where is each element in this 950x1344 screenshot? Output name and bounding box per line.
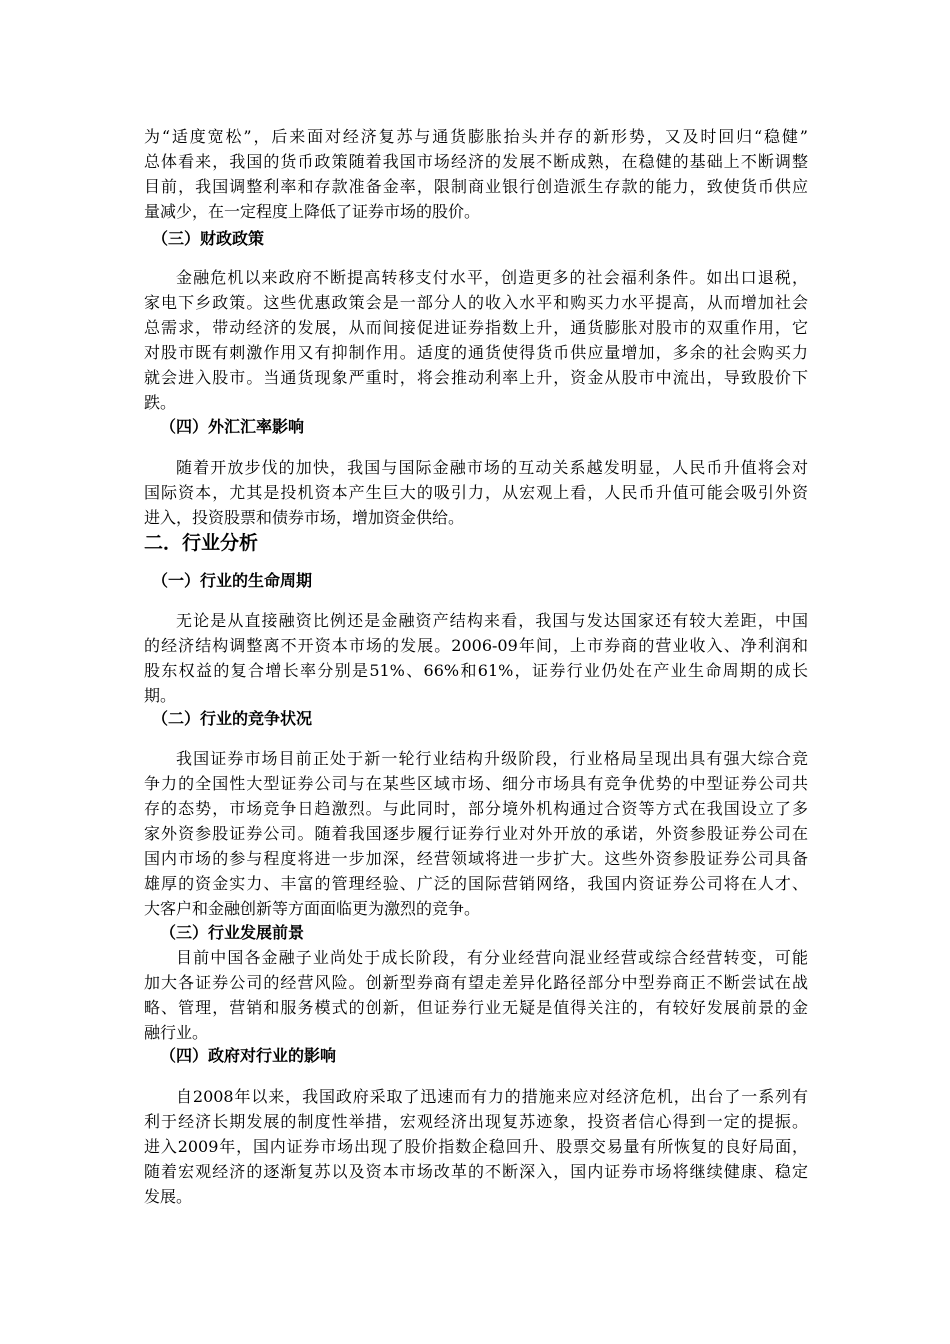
industry-analysis-heading: 二．行业分析	[144, 532, 259, 554]
competition-paragraph	[144, 746, 808, 921]
paragraph-line: 自2008年以来，我国政府采取了迅速而有力的措施来应对经济危机，出台了一系列有	[176, 1087, 808, 1106]
lifecycle-heading: （一）行业的生命周期	[152, 571, 313, 590]
paragraph-line: 家电下乡政策。这些优惠政策会是一部分人的收入水平和购买力水平提高，从而增加社会	[144, 293, 808, 312]
fx-rate-heading: （四）外汇汇率影响	[160, 417, 305, 436]
fiscal-policy-paragraph	[144, 265, 808, 415]
paragraph-line: 无论是从直接融资比例还是金融资产结构来看，我国与发达国家还有较大差距，中国	[176, 611, 808, 630]
lifecycle-paragraph	[144, 608, 808, 708]
prospects-heading: （三）行业发展前景	[160, 923, 305, 942]
paragraph-line: 随着开放步伐的加快，我国与国际金融市场的互动关系越发明显，人民币升值将会对	[176, 458, 808, 477]
government-paragraph	[144, 1084, 808, 1209]
paragraph-line: 跌。	[144, 393, 177, 412]
paragraph-line: 进入2009年，国内证券市场出现了股价指数企稳回升、股票交易量有所恢复的良好局面，	[144, 1137, 808, 1156]
government-heading: （四）政府对行业的影响	[160, 1046, 337, 1065]
paragraph-line: 加大各证券公司的经营风险。创新型券商有望走差异化路径部分中型券商正不断尝试在战	[144, 973, 808, 992]
fiscal-policy-heading: （三）财政政策	[152, 229, 265, 248]
paragraph-line: 利于经济长期发展的制度性举措，宏观经济出现复苏迹象，投资者信心得到一定的提振。	[144, 1112, 808, 1131]
paragraph-line: 家外资参股证券公司。随着我国逐步履行证券行业对外开放的承诺，外资参股证券公司在	[144, 824, 808, 843]
paragraph-line: 的经济结构调整离不开资本市场的发展。2006-09年间，上市券商的营业收入、净利润和	[144, 636, 808, 655]
paragraph-line: 争力的全国性大型证券公司与在某些区域市场、细分市场具有竞争优势的中型证券公司共	[144, 774, 808, 793]
paragraph-line: 总需求，带动经济的发展，从而间接促进证券指数上升，通货膨胀对股市的双重作用，它	[144, 318, 808, 337]
paragraph-line: 随着宏观经济的逐渐复苏以及资本市场改革的不断深入，国内证券市场将继续健康、稳定	[144, 1162, 808, 1181]
paragraph-line: 量减少，在一定程度上降低了证券市场的股价。	[144, 202, 481, 221]
paragraph-line: 国际资本，尤其是投机资本产生巨大的吸引力，从宏观上看，人民币升值可能会吸引外资	[144, 483, 808, 502]
competition-heading: （二）行业的竞争状况	[152, 709, 313, 728]
paragraph-line: 期。	[144, 686, 177, 705]
paragraph-line: 目前中国各金融子业尚处于成长阶段，有分业经营向混业经营或综合经营转变，可能	[176, 948, 808, 967]
paragraph-line: 进入，投资股票和债券市场，增加资金供给。	[144, 508, 465, 527]
paragraph-line: 金融危机以来政府不断提高转移支付水平，创造更多的社会福利条件。如出口退税，	[176, 268, 808, 287]
paragraph-line: 对股市既有刺激作用又有抑制作用。适度的通货使得货币供应量增加，多余的社会购买力	[144, 343, 808, 362]
paragraph-line: 就会进入股市。当通货现象严重时，将会推动利率上升，资金从股市中流出，导致股价下	[144, 368, 808, 387]
paragraph-line: 略、管理，营销和服务模式的创新，但证券行业无疑是值得关注的，有较好发展前景的金	[144, 998, 808, 1017]
fx-rate-paragraph	[144, 455, 808, 530]
paragraph-line: 股东权益的复合增长率分别是51%、66%和61%，证券行业仍处在产业生命周期的成长	[144, 661, 808, 680]
paragraph-line: 大客户和金融创新等方面面临更为激烈的竞争。	[144, 899, 481, 918]
paragraph-line: 发展。	[144, 1187, 193, 1206]
paragraph-line: 目前，我国调整利率和存款准备金率，限制商业银行创造派生存款的能力，致使货币供应	[144, 177, 808, 196]
paragraph-line: 融行业。	[144, 1023, 209, 1042]
paragraph-line: 雄厚的资金实力、丰富的管理经验、广泛的国际营销网络，我国内资证券公司将在人才、	[144, 874, 808, 893]
paragraph-line: 国内市场的参与程度将进一步加深，经营领域将进一步扩大。这些外资参股证券公司具备	[144, 849, 808, 868]
paragraph-line: 我国证券市场目前正处于新一轮行业结构升级阶段，行业格局呈现出具有强大综合竞	[176, 749, 808, 768]
paragraph-line: 总体看来，我国的货币政策随着我国市场经济的发展不断成熟，在稳健的基础上不断调整	[144, 152, 808, 171]
paragraph-line: 为“适度宽松”，后来面对经济复苏与通货膨胀抬头并存的新形势，又及时回归“稳健”	[144, 127, 808, 146]
prospects-paragraph	[144, 945, 808, 1045]
monetary-policy-paragraph	[144, 124, 808, 224]
paragraph-line: 存的态势，市场竞争日趋激烈。与此同时，部分境外机构通过合资等方式在我国设立了多	[144, 799, 808, 818]
